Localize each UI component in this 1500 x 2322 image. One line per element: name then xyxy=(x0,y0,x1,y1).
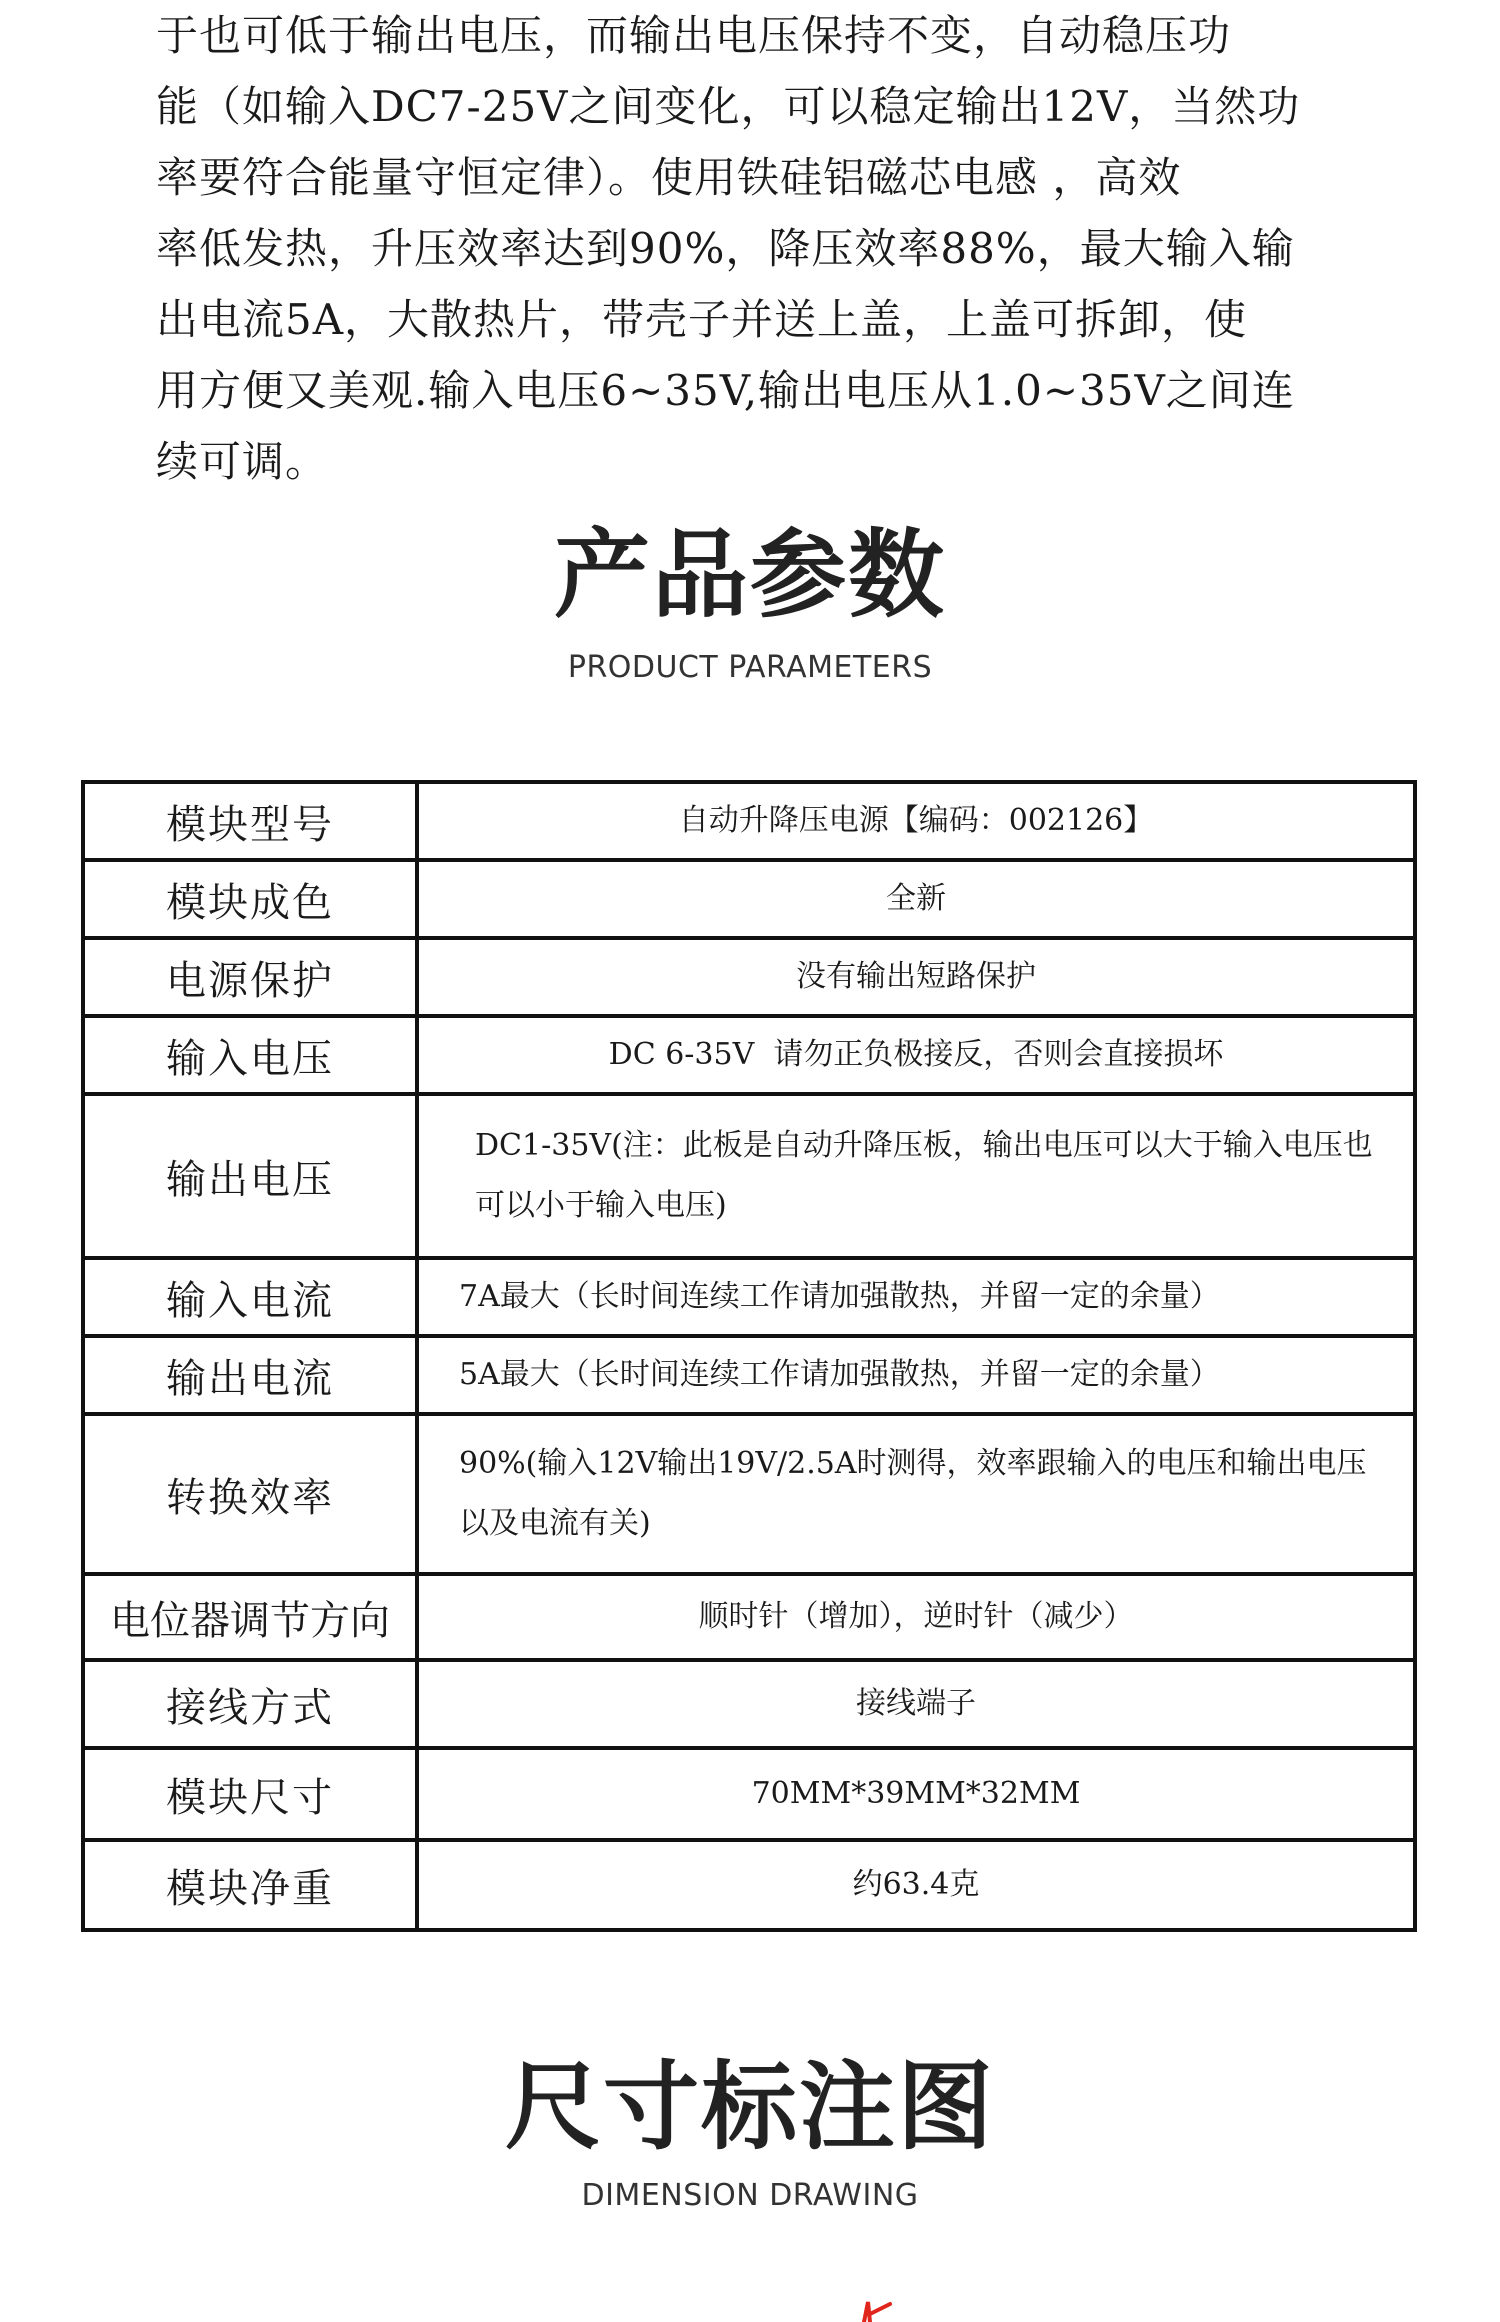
param-label: 接线方式 xyxy=(83,1660,417,1748)
table-row xyxy=(83,1574,1415,1660)
table-row xyxy=(83,1016,1415,1094)
param-value: 没有输出短路保护 xyxy=(417,938,1415,1016)
arrow-tip-icon xyxy=(864,2302,890,2322)
table-row xyxy=(83,1660,1415,1748)
intro-line: 于也可低于输出电压，而输出电压保持不变，自动稳压功 xyxy=(156,11,1232,60)
param-label: 输入电压 xyxy=(83,1016,417,1094)
param-label: 输出电流 xyxy=(83,1336,417,1414)
param-value: 5A最大（长时间连续工作请加强散热，并留一定的余量） xyxy=(417,1336,1415,1414)
param-value: 顺时针（增加），逆时针（减少） xyxy=(417,1574,1415,1660)
param-label: 模块净重 xyxy=(83,1840,417,1930)
param-value: 90%(输入12V输出19V/2.5A时测得，效率跟输入的电压和输出电压以及电流有关) xyxy=(417,1414,1415,1574)
intro-line: 出电流5A，大散热片，带壳子并送上盖，上盖可拆卸，使 xyxy=(156,295,1248,344)
params-section-title: 产品参数 xyxy=(554,519,946,631)
dimension-arrow-mark xyxy=(860,2298,900,2322)
param-label: 模块型号 xyxy=(83,782,417,860)
dimension-section-title: 尺寸标注图 xyxy=(505,2051,995,2163)
intro-paragraph xyxy=(156,0,1361,497)
param-label: 电位器调节方向 xyxy=(83,1574,417,1660)
dimension-section-subtitle: DIMENSION DRAWING xyxy=(581,2178,919,2213)
param-label: 电源保护 xyxy=(83,938,417,1016)
param-value: DC 6-35V 请勿正负极接反，否则会直接损坏 xyxy=(417,1016,1415,1094)
table-row xyxy=(83,1748,1415,1840)
table-row xyxy=(83,1258,1415,1336)
table-row xyxy=(83,782,1415,860)
params-section-subtitle: PRODUCT PARAMETERS xyxy=(567,650,933,685)
param-value: 约63.4克 xyxy=(417,1840,1415,1930)
intro-line: 用方便又美观.输入电压6~35V,输出电压从1.0~35V之间连 xyxy=(156,366,1295,415)
param-value: 70MM*39MM*32MM xyxy=(417,1748,1415,1840)
intro-line: 续可调。 xyxy=(156,437,329,486)
param-label: 输出电压 xyxy=(83,1094,417,1258)
table-row xyxy=(83,938,1415,1016)
param-value: 7A最大（长时间连续工作请加强散热，并留一定的余量） xyxy=(417,1258,1415,1336)
table-row xyxy=(83,1414,1415,1574)
intro-line: 率低发热，升压效率达到90%，降压效率88%，最大输入输 xyxy=(156,224,1295,273)
param-label: 模块成色 xyxy=(83,860,417,938)
param-value: DC1-35V(注：此板是自动升降压板，输出电压可以大于输入电压也可以小于输入电压) xyxy=(417,1094,1415,1258)
table-row xyxy=(83,1840,1415,1930)
param-value: 接线端子 xyxy=(417,1660,1415,1748)
table-row xyxy=(83,1336,1415,1414)
table-row xyxy=(83,1094,1415,1258)
param-value: 自动升降压电源【编码：002126】 xyxy=(417,782,1415,860)
intro-line: 能（如输入DC7-25V之间变化，可以稳定输出12V，当然功 xyxy=(156,82,1301,131)
param-label: 转换效率 xyxy=(83,1414,417,1574)
product-parameters-table xyxy=(81,780,1417,1932)
table-row xyxy=(83,860,1415,938)
param-value: 全新 xyxy=(417,860,1415,938)
param-label: 模块尺寸 xyxy=(83,1748,417,1840)
intro-line: 率要符合能量守恒定律）。使用铁硅铝磁芯电感 ，高效 xyxy=(156,153,1182,202)
param-label: 输入电流 xyxy=(83,1258,417,1336)
